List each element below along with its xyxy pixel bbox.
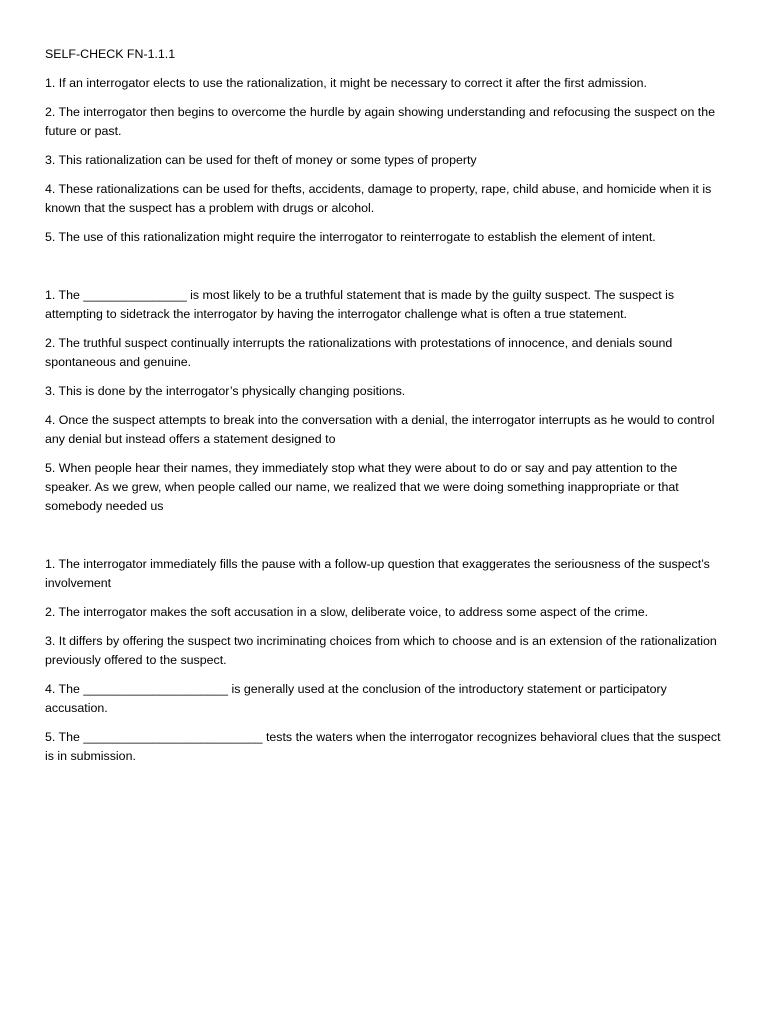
section-2 [45,286,725,516]
question-item: 1. If an interrogator elects to use the rationalization, it might be necessary to correct it after the first admission. [45,76,647,90]
question-item: 3. This is done by the interrogator’s physically changing positions. [45,384,406,398]
question-item: 5. The use of this rationalization might require the interrogator to reinterrogate to establish the element of intent. [45,230,656,244]
question-item: 2. The truthful suspect continually interrupts the rationalizations with protestations of innocence, and denials sound spontaneous and genuine. [45,336,673,369]
question-item: 2. The interrogator then begins to overcome the hurdle by again showing understanding and refocusing the suspect on the future or past. [45,105,715,138]
question-item: 4. These rationalizations can be used for thefts, accidents, damage to property, rape, child abuse, and homicide when it is known that the suspect has a problem with drugs or alcohol. [45,182,712,215]
question-item: 4. Once the suspect attempts to break into the conversation with a denial, the interrogator interrupts as he would to control any denial but instead offers a statement designed to [45,413,715,446]
question-item: 1. The _______________ is most likely to be a truthful statement that is made by the guilty suspect. The suspect is attempting to sidetrack the interrogator by having the interrogator challenge what is often a true statement. [45,288,675,321]
question-item: 5. When people hear their names, they immediately stop what they were about to do or say and pay attention to the speaker. As we grew, when people called our name, we realized that we were doing something inappropriate or that somebody needed us [45,461,679,513]
section-1 [45,74,725,247]
question-item: 3. This rationalization can be used for theft of money or some types of property [45,153,477,167]
section-3 [45,555,725,766]
question-item: 3. It differs by offering the suspect two incriminating choices from which to choose and is an extension of the rationalization previously offered to the suspect. [45,634,717,667]
document-title: SELF-CHECK FN-1.1.1 [45,47,176,61]
document-page [45,45,725,776]
question-item: 5. The __________________________ tests the waters when the interrogator recognizes behavioral clues that the suspect is in submission. [45,730,721,763]
question-item: 4. The _____________________ is generally used at the conclusion of the introductory statement or participatory accusation. [45,682,667,715]
question-item: 2. The interrogator makes the soft accusation in a slow, deliberate voice, to address some aspect of the crime. [45,605,649,619]
section-spacer [45,257,725,286]
section-spacer [45,526,725,555]
question-item: 1. The interrogator immediately fills the pause with a follow-up question that exaggerates the seriousness of the suspect’s involvement [45,557,710,590]
